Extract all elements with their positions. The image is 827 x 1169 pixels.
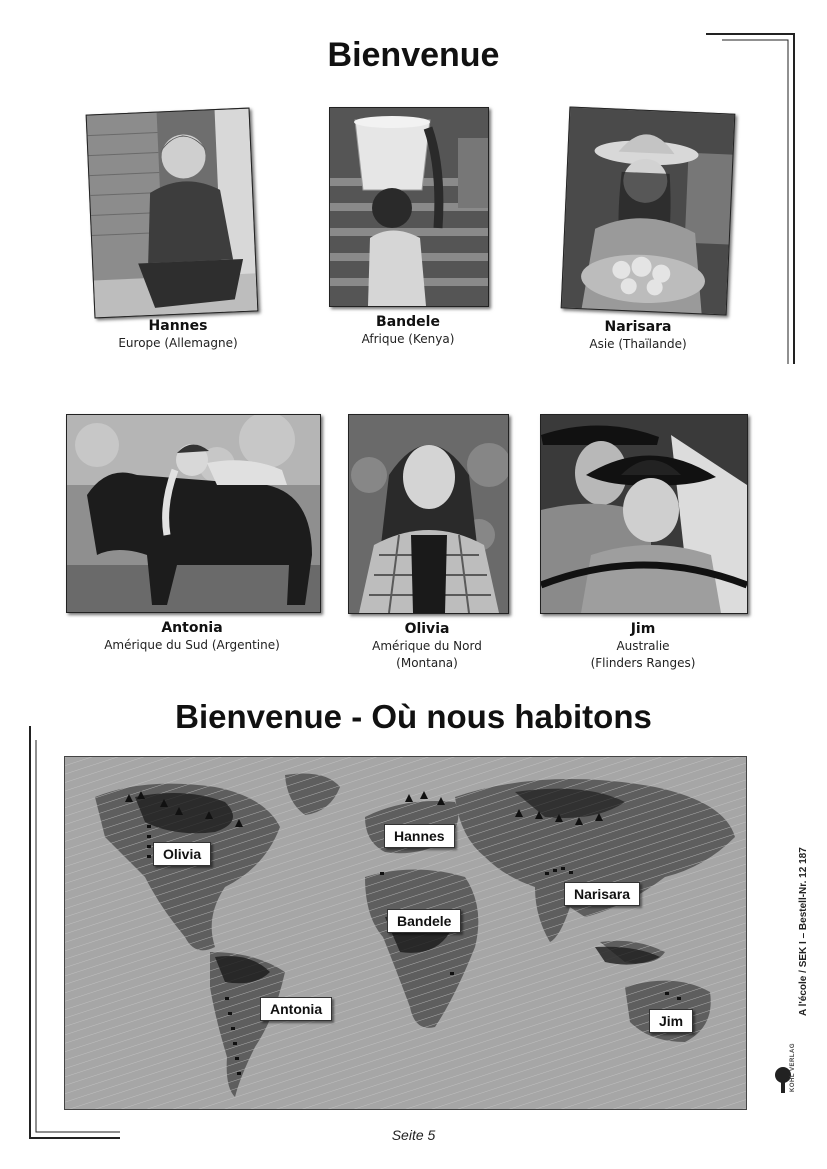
- page-title: Bienvenue: [327, 36, 500, 74]
- caption-antonia: [72, 619, 312, 654]
- child-place: Amérique du Nord: [372, 639, 482, 653]
- caption-bandele: [288, 313, 528, 348]
- child-name: Hannes: [148, 318, 208, 334]
- caption-olivia: [307, 620, 547, 672]
- photo-bandele: [329, 107, 489, 307]
- photo-narisara: [561, 106, 736, 315]
- child-name: Bandele: [376, 314, 440, 330]
- child-place: Asie (Thaïlande): [589, 337, 687, 351]
- order-number-text: A l'école / SEK I – Bestell-Nr. 12 187: [798, 847, 809, 1016]
- map-label-bandele: Bandele: [387, 909, 461, 933]
- map-label-antonia: Antonia: [260, 997, 332, 1021]
- photo-antonia: [66, 414, 321, 613]
- child-place: Europe (Allemagne): [118, 336, 238, 350]
- publisher-name: KOHL VERLAG: [790, 1042, 796, 1092]
- map-label-narisara: Narisara: [564, 882, 640, 906]
- child-name: Jim: [630, 621, 656, 637]
- child-place: Australie: [616, 639, 670, 653]
- map-label-hannes: Hannes: [384, 824, 455, 848]
- world-map: [64, 756, 747, 1110]
- map-title: Bienvenue - Où nous habitons: [175, 698, 652, 735]
- map-label-olivia: Olivia: [153, 842, 211, 866]
- world-map-drawing: [65, 757, 746, 1109]
- caption-hannes: [58, 317, 298, 352]
- child-place-line2: (Flinders Ranges): [590, 656, 696, 670]
- caption-jim: [523, 620, 763, 672]
- child-name: Narisara: [604, 319, 672, 335]
- page-number: Seite 5: [391, 1127, 436, 1143]
- child-place: Amérique du Sud (Argentine): [104, 638, 280, 652]
- child-place-line2: (Montana): [396, 656, 458, 670]
- map-label-jim: Jim: [649, 1009, 693, 1033]
- child-place: Afrique (Kenya): [361, 332, 455, 346]
- caption-narisara: [518, 318, 758, 353]
- photo-olivia: [348, 414, 509, 614]
- photo-hannes: [86, 108, 259, 319]
- photo-jim: [540, 414, 748, 614]
- child-name: Antonia: [161, 620, 223, 636]
- child-name: Olivia: [404, 621, 450, 637]
